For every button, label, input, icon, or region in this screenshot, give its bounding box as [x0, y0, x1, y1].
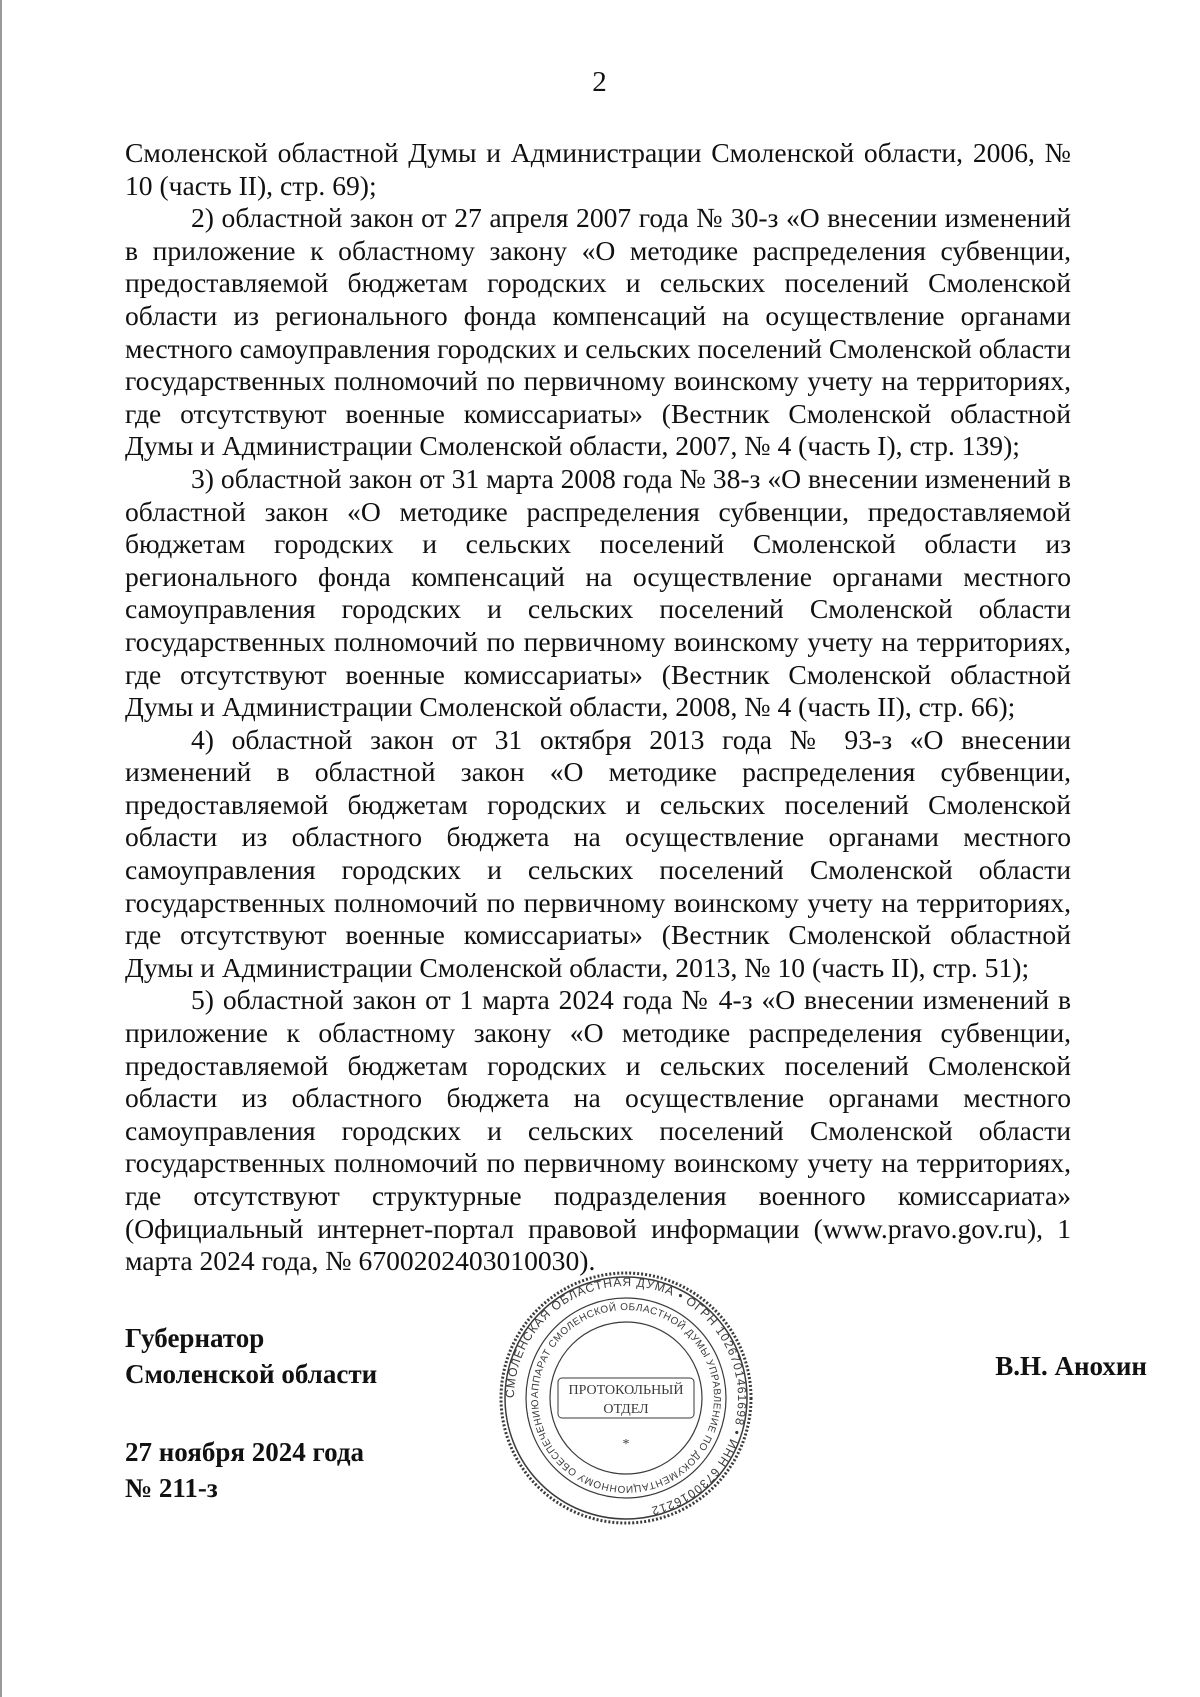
signatory-name: В.Н. Анохин	[995, 1351, 1147, 1381]
signatory-title-line1: Губернатор	[125, 1323, 265, 1353]
scan-edge	[0, 0, 2, 1697]
seal-star-icon: *	[622, 1437, 630, 1452]
seal-graphic	[498, 1270, 754, 1526]
paragraph-4: 4) областной закон от 31 октября 2013 года № 93-з «О внесении изменений в областной закон «О методике распределения субвенции, предоставляемой бюджетам городских и сельских поселений Смоленской области из областного бюджета на осуществление органами местного самоуправления городских и сельских поселений Смоленской области государственных полномочий по первичному воинскому учету на территориях, где отсутствуют военные комиссариаты» (Вестник Смоленской областной Думы и Администрации Смоленской области, 2013, № 10 (часть II), стр. 51);	[125, 723, 1071, 983]
law-date: 27 ноября 2024 года	[125, 1437, 364, 1467]
seal-inner-text: АППАРАТ СМОЛЕНСКОЙ ОБЛАСТНОЙ ДУМЫ УПРАВЛЕНИЕ ПО ДОКУМЕНТАЦИОННОМУ ОБЕСПЕЧЕНИЮ	[529, 1301, 723, 1495]
paragraph-5: 5) областной закон от 1 марта 2024 года № 4-з «О внесении изменений в приложение к областному закону «О методике распределения субвенции, предоставляемой бюджетам городских и сельских поселений Смоленской области из областного бюджета на осуществление органами местного самоуправления городских и сельских поселений Смоленской области государственных полномочий по первичному воинскому учету на территориях, где отсутствуют структурные подразделения военного комиссариата» (Официальный интернет-портал правовой информации (www.pravo.gov.ru), 1 марта 2024 года, № 6700202403010030).	[125, 984, 1071, 1277]
seal-center-line1: ПРОТОКОЛЬНЫЙ	[568, 1383, 684, 1398]
official-seal	[498, 1270, 754, 1526]
signatory-title-line2: Смоленской области	[125, 1359, 378, 1389]
seal-outer-text: СМОЛЕНСКАЯ ОБЛАСТНАЯ ДУМА • ОГРН 1026701461698 • ИНН 6730016212	[502, 1274, 750, 1519]
signature-block	[125, 1320, 525, 1506]
law-number: № 211-з	[125, 1473, 218, 1503]
seal-center-line2: ОТДЕЛ	[603, 1402, 649, 1417]
document-body	[125, 137, 1071, 1278]
paragraph-1: Смоленской областной Думы и Администрации Смоленской области, 2006, № 10 (часть II), стр. 69);	[125, 137, 1071, 201]
paragraph-3: 3) областной закон от 31 марта 2008 года № 38-з «О внесении изменений в областной закон «О методике распределения субвенции, предоставляемой бюджетам городских и сельских поселений Смоленской области из регионального фонда компенсаций на осуществление органами местного самоуправления городских и сельских поселений Смоленской области государственных полномочий по первичному воинскому учету на территориях, где отсутствуют военные комиссариаты» (Вестник Смоленской областной Думы и Администрации Смоленской области, 2008, № 4 (часть II), стр. 66);	[125, 462, 1071, 723]
paragraph-2: 2) областной закон от 27 апреля 2007 года № 30-з «О внесении изменений в приложение к областному закону «О методике распределения субвенции, предоставляемой бюджетам городских и сельских поселений Смоленской области из регионального фонда компенсаций на осуществление органами местного самоуправления городских и сельских поселений Смоленской области государственных полномочий по первичному воинскому учету на территориях, где отсутствуют военные комиссариаты» (Вестник Смоленской областной Думы и Администрации Смоленской области, 2007, № 4 (часть I), стр. 139);	[125, 202, 1071, 462]
page-number: 2	[592, 66, 608, 98]
